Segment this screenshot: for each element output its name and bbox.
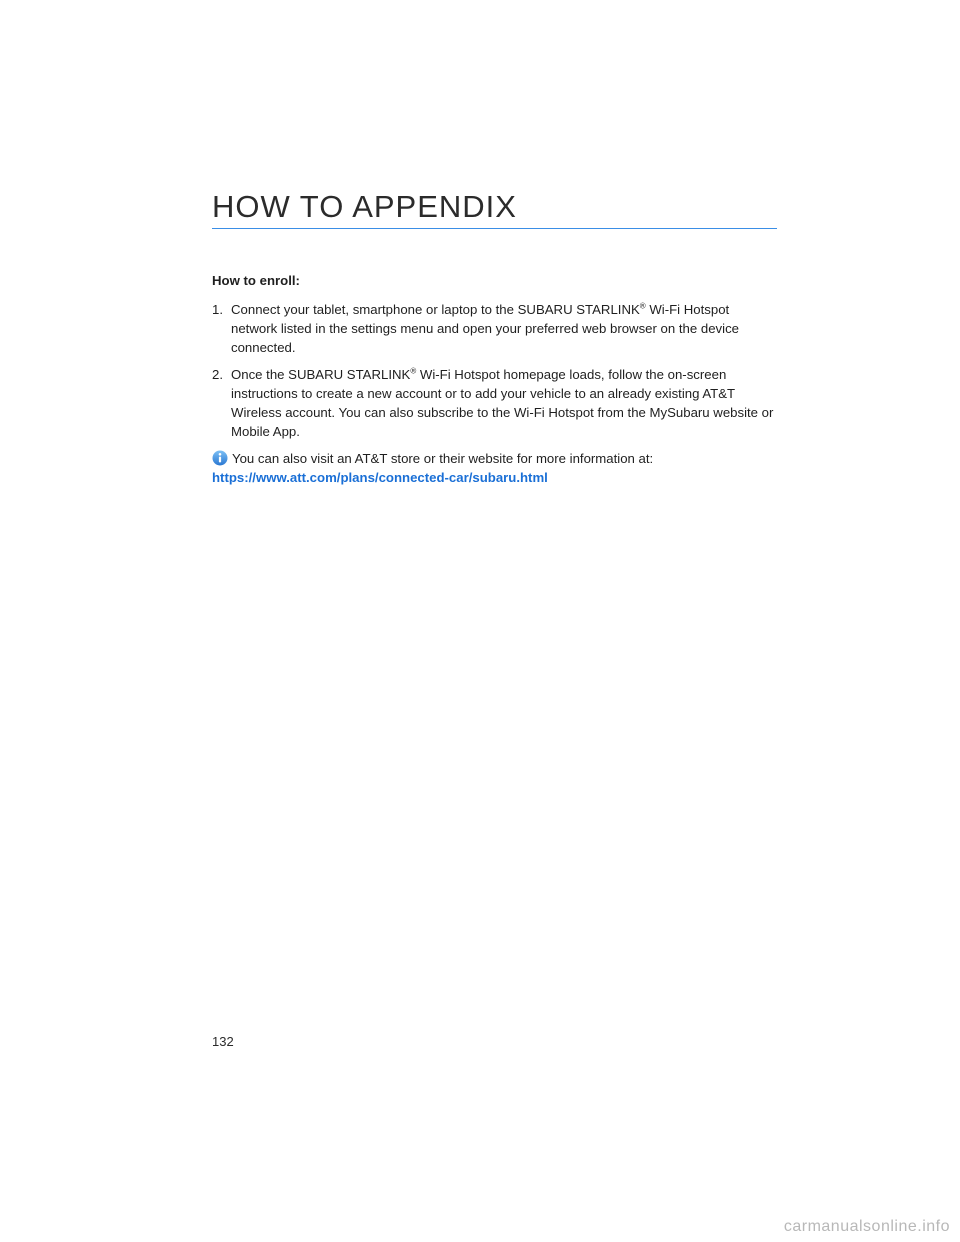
- page-title: HOW TO APPENDIX: [212, 189, 517, 224]
- step-number: 2.: [212, 367, 223, 382]
- step-text: [231, 367, 773, 439]
- step-text-part: Once the SUBARU STARLINK: [231, 367, 411, 382]
- step-number: 1.: [212, 302, 223, 317]
- att-subaru-link[interactable]: https://www.att.com/plans/connected-car/subaru.html: [212, 470, 548, 485]
- step-text-part: Wi-Fi Hotspot network listed in the settings menu and open your preferred web browser on the device connected.: [231, 302, 740, 355]
- header-divider: [212, 228, 777, 229]
- step-item: [212, 365, 777, 441]
- section-heading: How to enroll:: [212, 273, 300, 288]
- step-text-part: Wi-Fi Hotspot homepage loads, follow the on-screen instructions to create a new account or to add your vehicle to an already existing AT&T Wireless account. You can also subscribe to the Wi-Fi Hotspot from the MySubaru website or Mobile App.: [231, 367, 774, 439]
- step-item: [212, 300, 777, 357]
- step-text: [231, 302, 739, 355]
- watermark: carmanualsonline.info: [783, 1218, 950, 1235]
- registered-mark: ®: [410, 366, 417, 376]
- note-text: You can also visit an AT&T store or their website for more information at:: [232, 451, 654, 466]
- main-content: [212, 271, 777, 487]
- page-number: 132: [212, 1034, 234, 1049]
- info-icon: [212, 450, 228, 466]
- page-header: [212, 188, 777, 229]
- registered-mark: ®: [639, 301, 646, 311]
- info-note: [212, 449, 777, 487]
- step-text-part: Connect your tablet, smartphone or laptop to the SUBARU STARLINK: [231, 302, 640, 317]
